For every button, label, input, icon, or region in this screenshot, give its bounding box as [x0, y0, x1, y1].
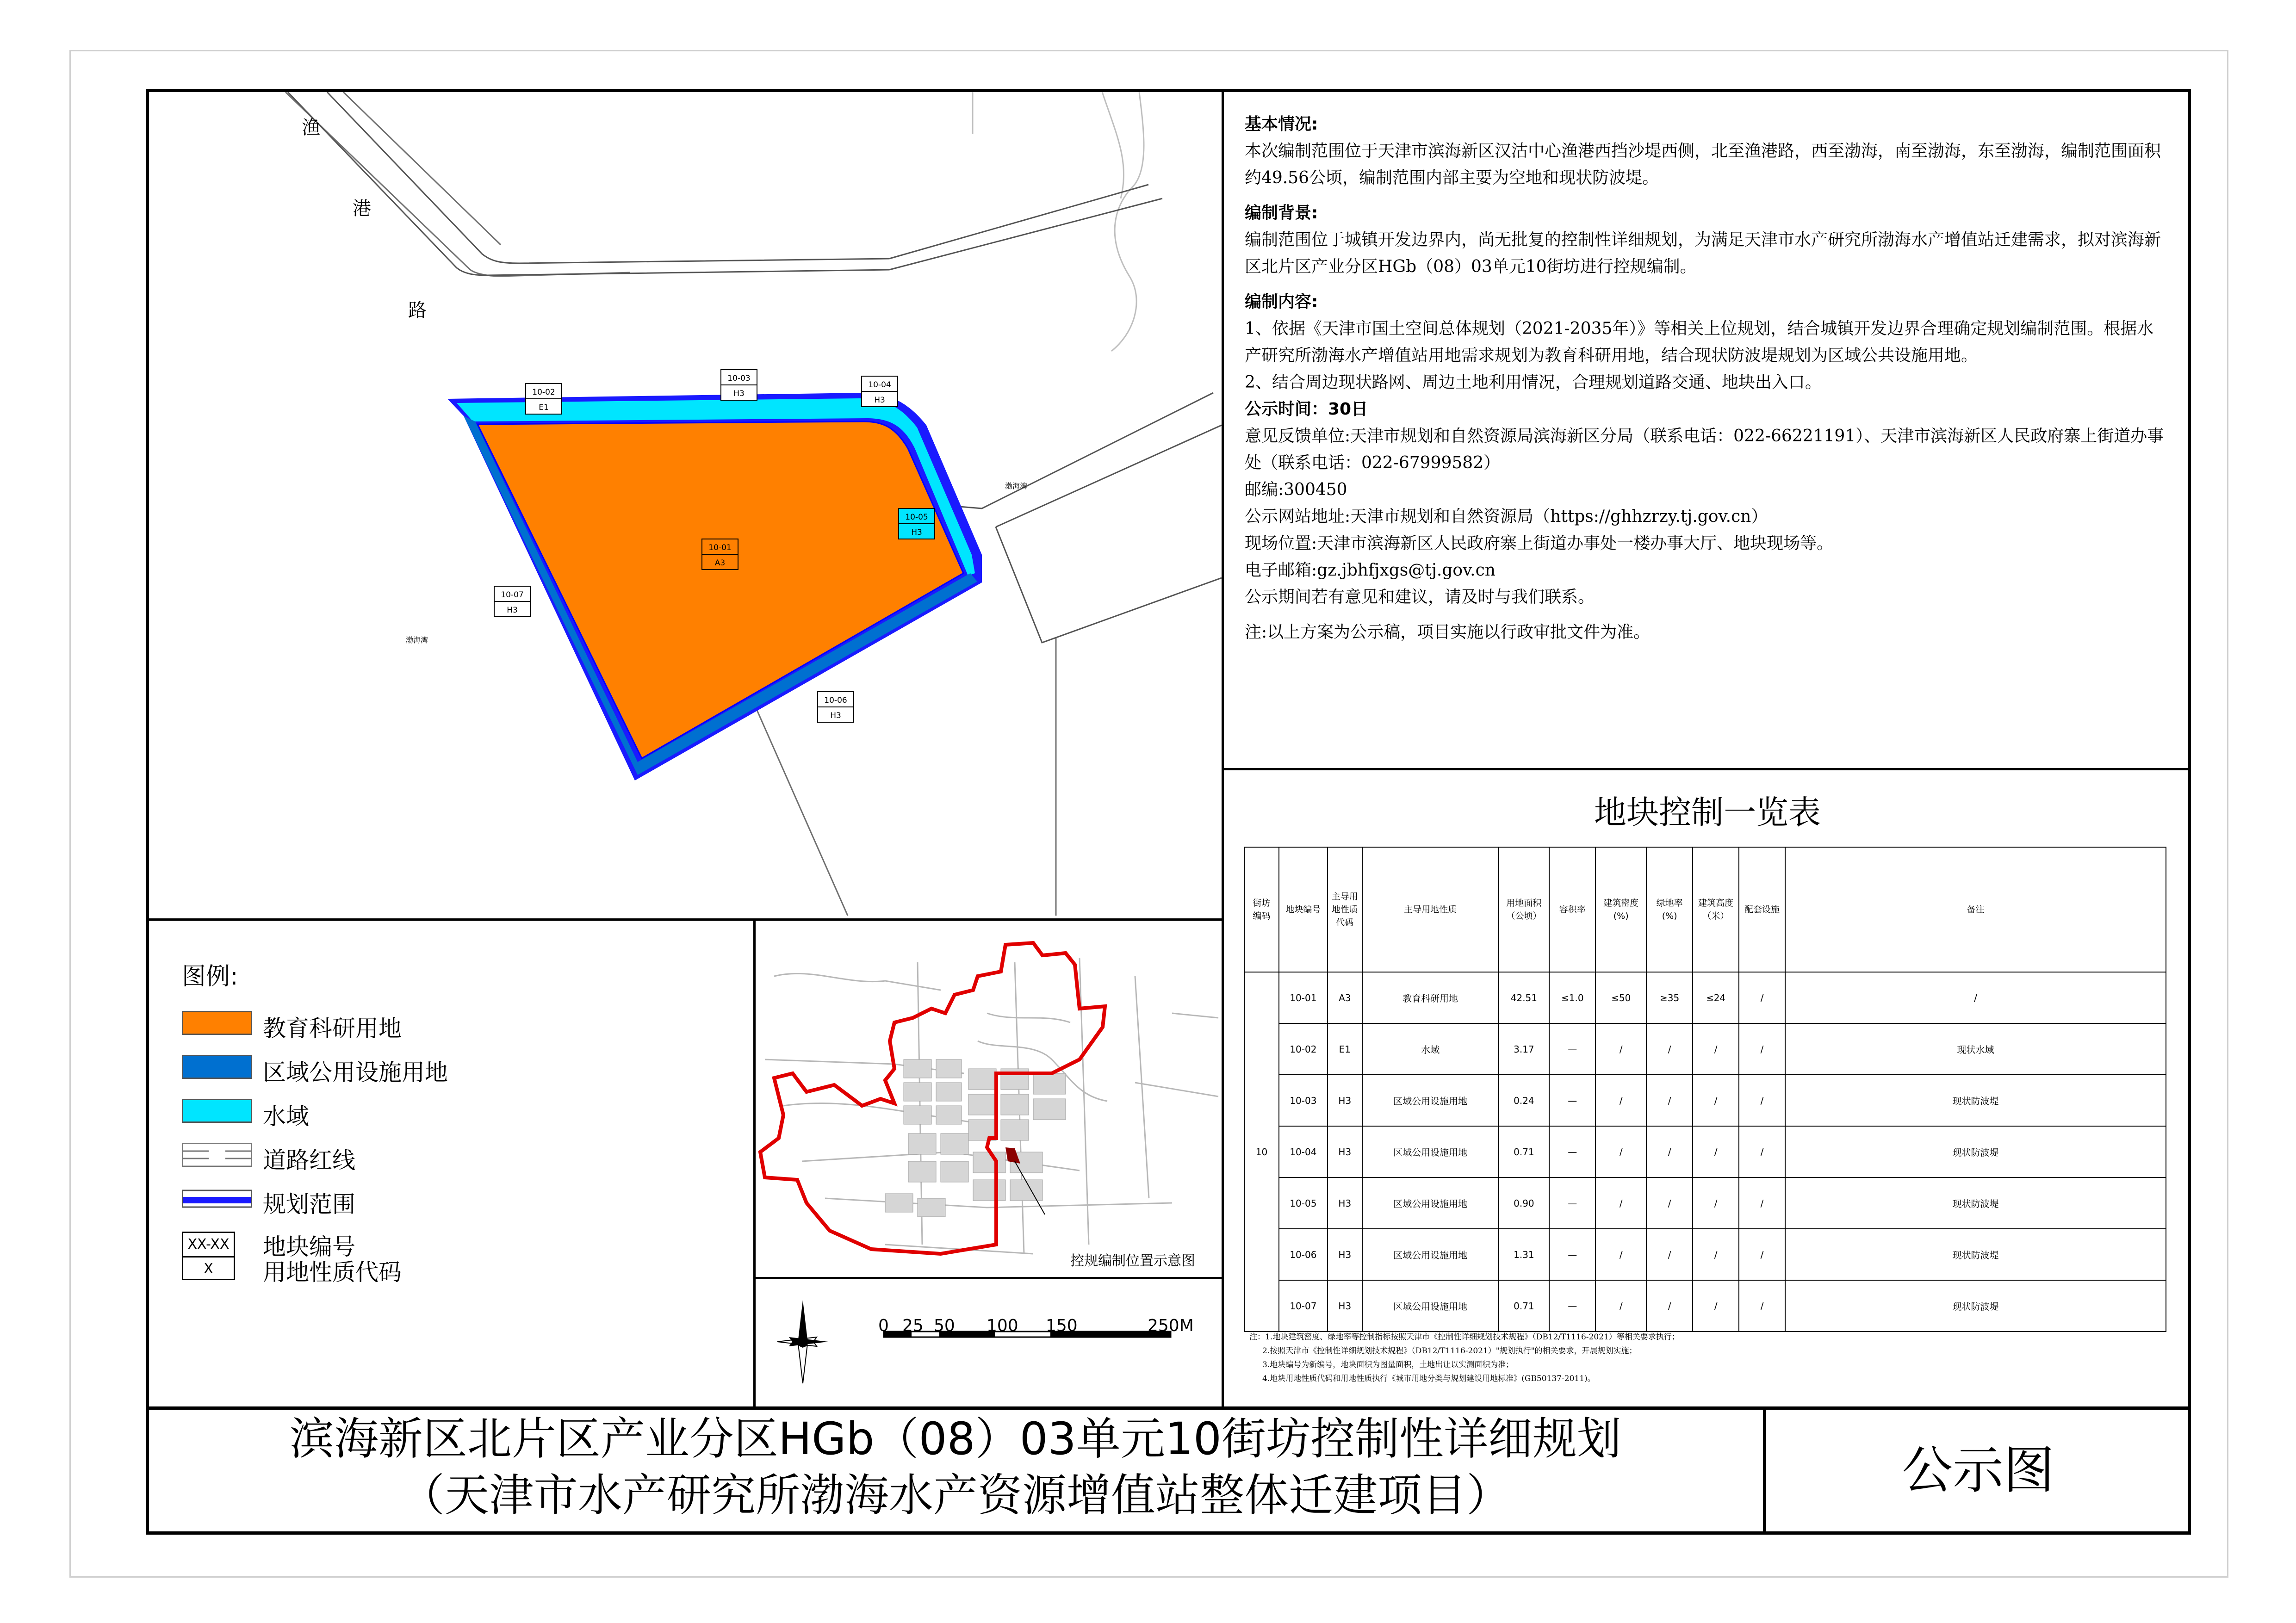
parcel-label-10-05: [899, 508, 935, 539]
svg-text:10-01: 10-01: [708, 543, 732, 552]
table-header-cell: 容积率: [1549, 847, 1595, 972]
sea-label-left: 渤海湾: [406, 636, 428, 644]
parcel-label-10-02: [526, 384, 562, 414]
table-cell: A3: [1328, 972, 1362, 1023]
website-text: 公示网站地址:天津市规划和自然资源局（https://ghhzrzy.tj.gov.cn）: [1245, 507, 1768, 526]
table-note-1: 注：1.地块建筑密度、绿地率等控制指标按照天津市《控制性详细规划技术规程》（DB12/T1116-2021）等相关要求执行；: [1249, 1332, 1680, 1342]
table-cell: /: [1595, 1229, 1646, 1280]
background-heading: 编制背景:: [1245, 204, 1318, 223]
table-cell: H3: [1328, 1126, 1362, 1177]
table-cell: 区域公用设施用地: [1362, 1075, 1499, 1126]
table-cell: 10-07: [1279, 1280, 1328, 1332]
table-cell: 10-06: [1279, 1229, 1328, 1280]
table-header-cell: 绿地率 (%): [1646, 847, 1693, 972]
table-cell: —: [1549, 1177, 1595, 1229]
table-cell: 现状防波堤: [1785, 1126, 2166, 1177]
table-cell: 区域公用设施用地: [1362, 1229, 1499, 1280]
table-cell: 1.31: [1498, 1229, 1549, 1280]
table-cell: /: [1646, 1229, 1693, 1280]
legend-label-utility: 区域公用设施用地: [263, 1059, 448, 1086]
divider-vertical-main: [1222, 89, 1224, 1407]
legend-swatch-road: [182, 1143, 252, 1167]
table-cell: —: [1549, 1023, 1595, 1075]
table-cell: /: [1739, 1229, 1785, 1280]
divider-title-bar: [146, 1406, 2191, 1410]
scale-label-25: 25: [902, 1316, 924, 1335]
basic-text: 本次编制范围位于天津市滨海新区汉沽中心渔港西挡沙堤西侧，北至渔港路，西至渤海，南至渤海，东至渤海，编制范围面积约49.56公顷，编制范围内部主要为空地和现状防波堤。: [1245, 142, 2161, 187]
scale-label-250m: 250M: [1148, 1316, 1194, 1335]
table-cell: ≥35: [1646, 972, 1693, 1023]
table-row: [1244, 972, 2166, 1023]
table-header-cell: 主导用地性质: [1362, 847, 1499, 972]
table-row: [1244, 1126, 2166, 1177]
table-cell: 教育科研用地: [1362, 972, 1499, 1023]
table-row: [1244, 1177, 2166, 1229]
table-cell: /: [1595, 1075, 1646, 1126]
table-note-4: 4.地块用地性质代码和用地性质执行《城市用地分类与规划建设用地标准》(GB50137-2011)。: [1262, 1374, 1595, 1383]
svg-text:10-03: 10-03: [727, 374, 751, 383]
table-notes: [1249, 1330, 2166, 1386]
note-text: 注:以上方案为公示稿，项目实施以行政审批文件为准。: [1245, 623, 1651, 642]
svg-text:H3: H3: [911, 528, 922, 537]
svg-text:H3: H3: [830, 711, 841, 720]
svg-text:10-05: 10-05: [905, 513, 928, 522]
table-row: [1244, 1229, 2166, 1280]
svg-text:H3: H3: [507, 606, 518, 615]
content-item-2: 2、结合周边现状路网、周边土地利用情况，合理规划道路交通、地块出入口。: [1245, 373, 1822, 392]
parcel-label-10-01: [702, 539, 738, 570]
legend-code-label-2: 用地性质代码: [263, 1259, 402, 1286]
legend-label-water: 水域: [263, 1103, 309, 1130]
table-cell: E1: [1328, 1023, 1362, 1075]
table-cell: —: [1549, 1075, 1595, 1126]
feedback-text: 意见反馈单位:天津市规划和自然资源局滨海新区分局（联系电话：022-66221191）、天津市滨海新区人民政府寨上街道办事处（联系电话：022-67999582）: [1245, 427, 2164, 472]
parcel-label-10-04: [862, 376, 898, 407]
legend-swatch-utility: [182, 1055, 252, 1079]
title-line-2: （天津市水产研究所渤海水产资源增值站整体迁建项目）: [400, 1469, 1511, 1521]
table-cell: /: [1693, 1023, 1739, 1075]
content-heading: 编制内容:: [1245, 292, 1318, 311]
table-note-2: 2.按照天津市《控制性详细规划技术规程》（DB12/T1116-2021）"规划执行"的相关要求，开展规划实施；: [1262, 1346, 1637, 1356]
postcode-text: 邮编:300450: [1245, 480, 1347, 499]
scale-label-50: 50: [934, 1316, 955, 1335]
table-cell: /: [1693, 1280, 1739, 1332]
table-cell: 10-02: [1279, 1023, 1328, 1075]
table-title: 地块控制一览表: [1594, 793, 1821, 831]
legend-swatch-boundary: [182, 1187, 252, 1211]
table-cell: /: [1739, 1280, 1785, 1332]
legend-label-road: 道路红线: [263, 1147, 355, 1174]
table-cell: /: [1693, 1177, 1739, 1229]
svg-text:A3: A3: [714, 558, 726, 568]
table-cell: 水域: [1362, 1023, 1499, 1075]
table-cell: 现状防波堤: [1785, 1177, 2166, 1229]
table-cell: —: [1549, 1280, 1595, 1332]
table-cell: 0.71: [1498, 1280, 1549, 1332]
table-cell: 10-01: [1279, 972, 1328, 1023]
table-cell: 10-03: [1279, 1075, 1328, 1126]
table-header-cell: 地块编号: [1279, 847, 1328, 972]
table-header-cell: 建筑高度 （米）: [1693, 847, 1739, 972]
scale-label-100: 100: [987, 1316, 1018, 1335]
site-text: 现场位置:天津市滨海新区人民政府寨上街道办事处一楼办事大厅、地块现场等。: [1245, 534, 1834, 553]
legend-code-label-1: 地块编号: [263, 1233, 355, 1260]
info-panel: [1245, 111, 2166, 646]
table-cell: —: [1549, 1229, 1595, 1280]
table-cell: ≤1.0: [1549, 972, 1595, 1023]
table-cell: /: [1693, 1126, 1739, 1177]
divider-info-table: [1222, 768, 2191, 770]
table-cell: 区域公用设施用地: [1362, 1177, 1499, 1229]
legend-swatch-water: [182, 1099, 252, 1123]
divider-title-side: [1763, 1406, 1766, 1535]
table-row: [1244, 1023, 2166, 1075]
content-item-1: 1、依据《天津市国土空间总体规划（2021-2035年）》等相关上位规划，结合城镇开发边界合理确定规划编制范围。根据水产研究所渤海水产增值站用地需求规划为教育科研用地，结合现状防波堤规划为区域公共设施用地。: [1245, 319, 2154, 365]
legend-label-boundary: 规划范围: [263, 1191, 355, 1218]
legend-title: 图例:: [182, 963, 238, 991]
table-cell: /: [1595, 1280, 1646, 1332]
road-name-char-1: 渔: [302, 117, 320, 138]
legend-code-box-bottom: X: [204, 1261, 213, 1277]
scale-label-0: 0: [878, 1316, 889, 1335]
table-cell: 区域公用设施用地: [1362, 1280, 1499, 1332]
table-cell-block-code: 10: [1244, 972, 1279, 1332]
table-cell: 区域公用设施用地: [1362, 1126, 1499, 1177]
table-cell: /: [1646, 1126, 1693, 1177]
svg-text:E1: E1: [539, 403, 549, 412]
legend-swatch-education: [182, 1011, 252, 1035]
email-text: 电子邮箱:gz.jbhfjxgs@tj.gov.cn: [1245, 561, 1496, 580]
svg-text:H3: H3: [874, 396, 885, 405]
table-cell: /: [1693, 1229, 1739, 1280]
legend-label-education: 教育科研用地: [263, 1015, 402, 1042]
table-cell: —: [1549, 1126, 1595, 1177]
location-map: [756, 921, 1222, 1277]
period-text: 公示时间：30日: [1245, 400, 1368, 419]
table-cell: H3: [1328, 1075, 1362, 1126]
parcel-label-10-07: [494, 586, 530, 617]
table-cell: 10-04: [1279, 1126, 1328, 1177]
table-cell: /: [1739, 1023, 1785, 1075]
legend-code-box-top: XX-XX: [183, 1233, 234, 1258]
svg-text:H3: H3: [733, 389, 745, 398]
basic-heading: 基本情况:: [1245, 115, 1318, 134]
table-cell: /: [1646, 1280, 1693, 1332]
table-cell: 现状防波堤: [1785, 1280, 2166, 1332]
table-cell: /: [1693, 1075, 1739, 1126]
table-header-cell: 主导用 地性质 代码: [1328, 847, 1362, 972]
parcel-label-10-03: [721, 370, 757, 400]
table-cell: 0.71: [1498, 1126, 1549, 1177]
table-note-3: 3.地块编号为新编号，地块面积为图量面积，土地出让以实测面积为准；: [1262, 1360, 1514, 1369]
control-table: [1244, 847, 2166, 1332]
table-cell: /: [1785, 972, 2166, 1023]
svg-text:10-04: 10-04: [868, 380, 891, 390]
table-header-row: [1244, 847, 2166, 972]
table-cell: 42.51: [1498, 972, 1549, 1023]
table-cell: /: [1595, 1023, 1646, 1075]
table-cell: /: [1739, 1177, 1785, 1229]
table-row: [1244, 1075, 2166, 1126]
closing-text: 公示期间若有意见和建议，请及时与我们联系。: [1245, 588, 1595, 607]
table-cell: /: [1739, 972, 1785, 1023]
table-cell: H3: [1328, 1280, 1362, 1332]
table-cell: ≤24: [1693, 972, 1739, 1023]
location-caption: 控规编制位置示意图: [1070, 1253, 1195, 1269]
table-cell: 10-05: [1279, 1177, 1328, 1229]
table-header-cell: 街坊 编码: [1244, 847, 1279, 972]
table-header-cell: 用地面积 （公顷）: [1498, 847, 1549, 972]
svg-text:10-06: 10-06: [824, 696, 847, 705]
svg-text:10-07: 10-07: [501, 590, 524, 600]
table-cell: /: [1646, 1177, 1693, 1229]
table-cell: 0.24: [1498, 1075, 1549, 1126]
table-cell: 现状水域: [1785, 1023, 2166, 1075]
table-header-cell: 配套设施: [1739, 847, 1785, 972]
divider-location-scale: [753, 1277, 1224, 1279]
title-side: 公示图: [1902, 1441, 2054, 1500]
location-built-area: [885, 1059, 1066, 1217]
table-cell: /: [1646, 1075, 1693, 1126]
table-row: [1244, 1280, 2166, 1332]
background-text: 编制范围位于城镇开发边界内，尚无批复的控制性详细规划，为满足天津市水产研究所渤海水产增值站迁建需求，拟对滨海新区北片区产业分区HGb（08）03单元10街坊进行控规编制。: [1245, 230, 2161, 276]
table-cell: H3: [1328, 1229, 1362, 1280]
table-cell: 3.17: [1498, 1023, 1549, 1075]
planning-map: [149, 92, 1222, 918]
road-name-char-2: 港: [353, 198, 371, 219]
table-cell: ≤50: [1595, 972, 1646, 1023]
table-cell: 现状防波堤: [1785, 1075, 2166, 1126]
sea-label-right: 渤海湾: [1005, 482, 1028, 490]
table-header-cell: 备注: [1785, 847, 2166, 972]
scale-label-150: 150: [1046, 1316, 1078, 1335]
table-cell: 0.90: [1498, 1177, 1549, 1229]
table-cell: 现状防波堤: [1785, 1229, 2166, 1280]
table-cell: /: [1595, 1126, 1646, 1177]
svg-text:10-02: 10-02: [532, 388, 555, 397]
north-arrow-icon: [773, 1295, 833, 1388]
table-cell: H3: [1328, 1177, 1362, 1229]
table-cell: /: [1739, 1075, 1785, 1126]
parcel-label-10-06: [818, 692, 854, 722]
table-cell: /: [1739, 1126, 1785, 1177]
table-header-cell: 建筑密度 (%): [1595, 847, 1646, 972]
road-name-char-3: 路: [408, 300, 427, 321]
legend-code-box: [182, 1232, 235, 1280]
table-cell: /: [1595, 1177, 1646, 1229]
title-line-1: 滨海新区北片区产业分区HGb（08）03单元10街坊控制性详细规划: [290, 1413, 1621, 1465]
table-cell: /: [1646, 1023, 1693, 1075]
